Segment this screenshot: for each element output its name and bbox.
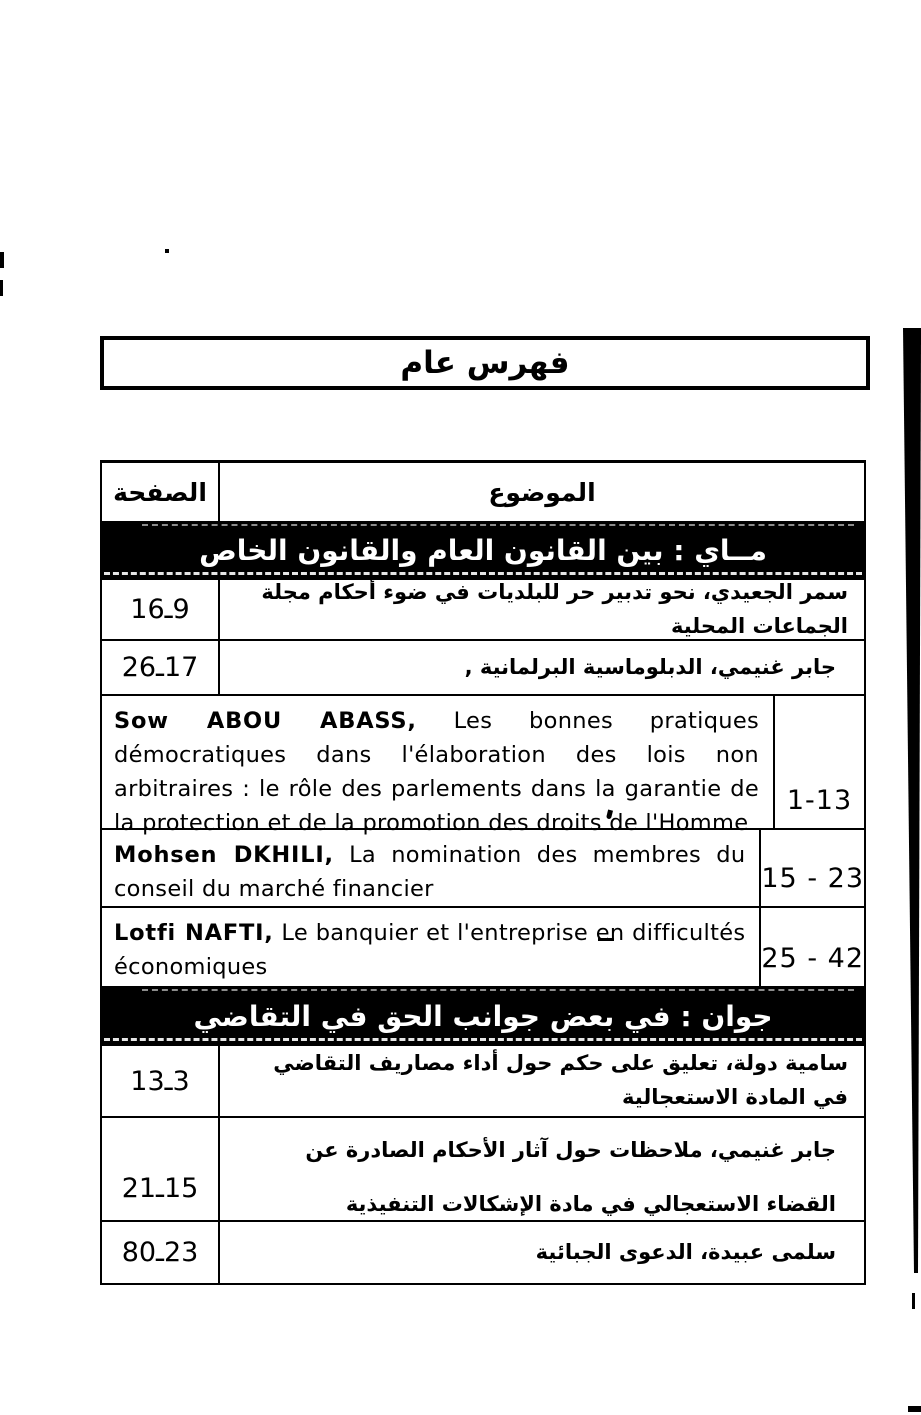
page-range: 16ـ9: [102, 580, 220, 639]
table-row: [102, 641, 864, 696]
entry: [102, 830, 759, 906]
entry-title: La nomination des membres du conseil du marché financier: [114, 842, 746, 902]
table-row: [102, 1118, 864, 1222]
table-row: [102, 830, 864, 908]
entry-author: Lotfi NAFTI,: [114, 920, 274, 946]
column-header-subject: الموضوع: [488, 477, 596, 507]
entry-author: Sow ABOU ABASS,: [114, 708, 417, 734]
scan-artifact: [0, 280, 3, 296]
entry: [102, 908, 759, 986]
page-range: 15 - 23: [759, 830, 864, 906]
entry-author: Mohsen DKHILI,: [114, 842, 334, 868]
scan-artifact: [0, 252, 4, 268]
table-row: [102, 908, 864, 988]
entry-title: سلمى عبيدة، الدعوى الجبائية: [535, 1239, 836, 1264]
column-header-page: الصفحة: [102, 463, 220, 521]
table-row: [102, 1222, 864, 1283]
scan-artifact: [165, 249, 169, 253]
page-title: فهرس عام: [400, 345, 570, 381]
page-range: 13ـ3: [102, 1046, 220, 1116]
entry-title: سمر الجعيدي، نحو تدبير حر للبلديات في ضوء أحكام مجلة الجماعات المحلية: [261, 579, 848, 638]
table-row: [102, 696, 864, 836]
page-range: 25 - 42: [759, 908, 864, 986]
scan-edge-shadow: [895, 328, 921, 1280]
page-title-box: [100, 336, 870, 390]
page-range: 1-13: [773, 696, 864, 828]
entry-title: Le banquier et l'entreprise en difficultés économiques: [114, 920, 746, 980]
entry-title: Les bonnes pratiques démocratiques dans l'élaboration des lois non arbitraires : le rôle des parlements dans la garantie de la protection et de la promotion des droits de l'Homme: [114, 708, 760, 836]
toc-table: [100, 460, 866, 1285]
entry-title: جابر غنيمي، الدبلوماسية البرلمانية ,: [464, 654, 836, 679]
scan-artifact: [912, 1293, 915, 1309]
page-range: 80ـ23: [102, 1222, 220, 1283]
scan-artifact: [908, 1406, 921, 1412]
entry-title: جابر غنيمي، ملاحظات حول آثار الأحكام الصادرة عن القضاء الاستعجالي في مادة الإشكالات التنفيذية: [305, 1138, 836, 1216]
page-range: 21ـ15: [102, 1118, 220, 1220]
table-row: [102, 580, 864, 641]
entry-title: سامية دولة، تعليق على حكم حول أداء مصاريف التقاضي في المادة الاستعجالية: [273, 1051, 848, 1109]
section-heading-may: مــاي : بين القانون العام والقانون الخاص: [102, 523, 864, 580]
section-heading-june: جوان : في بعض جوانب الحق في التقاضي: [102, 988, 864, 1046]
page-range: 26ـ17: [102, 641, 220, 694]
entry: [102, 696, 773, 836]
table-row: [102, 1046, 864, 1118]
table-header-row: [102, 463, 864, 523]
